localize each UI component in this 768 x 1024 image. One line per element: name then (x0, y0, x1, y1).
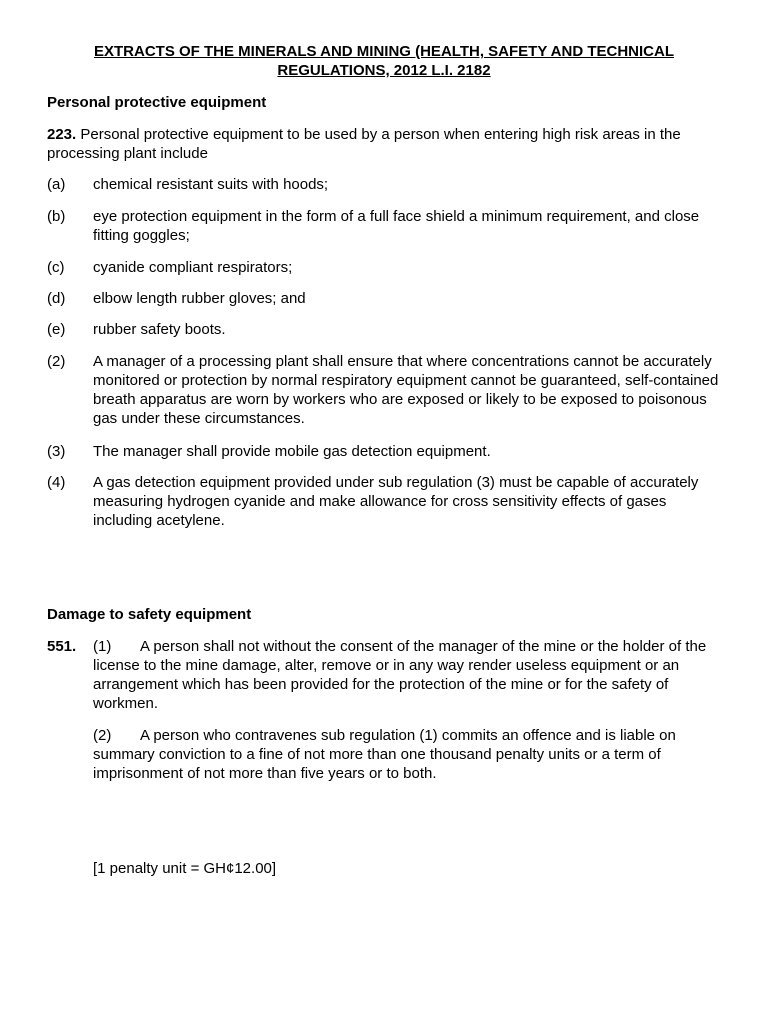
item-label: (2) (47, 353, 66, 370)
list-item-e (47, 320, 721, 339)
penalty-unit-footnote: [1 penalty unit = GH¢12.00] (93, 860, 277, 877)
item-label: (3) (47, 443, 66, 460)
sub-text: A person who contravenes sub regulation (1) commits an offence and is liable on summary conviction to a fine of not more than one thousand penalty units or a term of imprisonment of not more than five years or to both. (93, 727, 676, 782)
item-text: chemical resistant suits with hoods; (93, 176, 329, 193)
item-label: (a) (47, 176, 66, 193)
list-item-d (47, 289, 721, 308)
regulation-intro-text: Personal protective equipment to be used by a person when entering high risk areas in the processing plant include (47, 126, 681, 162)
list-item-3 (47, 442, 721, 461)
item-label: (c) (47, 259, 65, 276)
item-text: The manager shall provide mobile gas detection equipment. (93, 443, 491, 460)
sub-text: A person shall not without the consent of the manager of the mine or the holder of the license to the mine damage, alter, remove or in any way render useless equipment or an arrangement which has been provided for the protection of the mine or for the safety of workmen. (93, 638, 707, 712)
item-label: (b) (47, 208, 66, 225)
item-label: (e) (47, 321, 66, 338)
list-item-4 (47, 473, 721, 530)
item-label: (d) (47, 290, 66, 307)
item-text: cyanide compliant respirators; (93, 259, 293, 276)
section-heading-damage: Damage to safety equipment (47, 606, 252, 623)
list-item-b (47, 207, 721, 245)
list-item-2 (47, 352, 721, 428)
regulation-223-intro (47, 125, 721, 163)
section-heading-ppe: Personal protective equipment (47, 94, 267, 111)
item-text: A manager of a processing plant shall ensure that where concentrations cannot be accurately monitored or protection by normal respiratory equipment cannot be guaranteed, self-contained breath apparatus are worn by workers who are exposed or likely to be exposed to poisonous gas under these circumstances. (93, 353, 719, 427)
list-item-c (47, 258, 721, 277)
item-text: eye protection equipment in the form of a full face shield a minimum requirement, and close fitting goggles; (93, 208, 700, 244)
sub-label: (2) (93, 727, 112, 744)
item-text: elbow length rubber gloves; and (93, 290, 306, 307)
item-text: A gas detection equipment provided under sub regulation (3) must be capable of accurately measuring hydrogen cyanide and make allowance for cross sensitivity effects of gases including acetylene. (93, 474, 699, 529)
item-text: rubber safety boots. (93, 321, 226, 338)
item-label: (4) (47, 474, 66, 491)
document-title: EXTRACTS OF THE MINERALS AND MINING (HEALTH, SAFETY AND TECHNICAL REGULATIONS, 2012 L.I. 2182 (94, 43, 674, 79)
regulation-551-sub2 (93, 726, 721, 783)
regulation-551-sub1 (93, 637, 721, 713)
regulation-number: 551. (47, 638, 77, 655)
sub-label: (1) (93, 638, 112, 655)
list-item-a (47, 175, 721, 194)
regulation-number: 223. (47, 126, 77, 143)
